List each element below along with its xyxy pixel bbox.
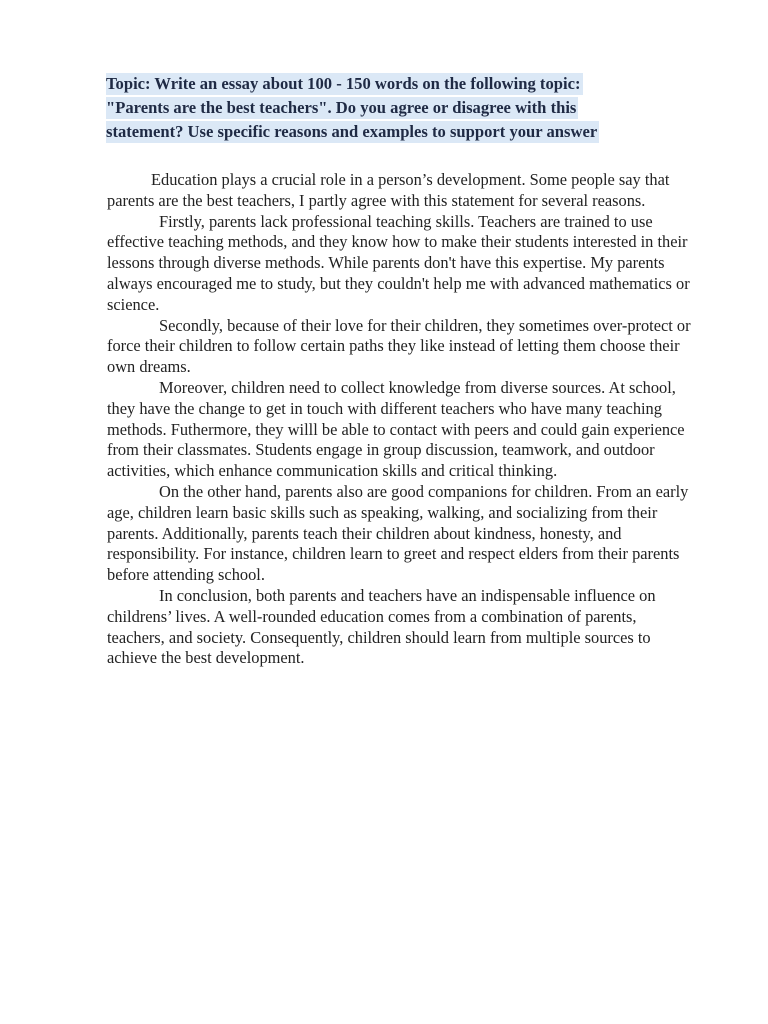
paragraph-firstly: Firstly, parents lack professional teaching skills. Teachers are trained to use effective teaching methods, and they know how to make their students interested in their lessons through diverse methods. While parents don't have this expertise. My parents always encouraged me to study, but they couldn't help me with advanced mathematics or science. [107,211,690,314]
topic-line-1: Topic: Write an essay about 100 - 150 words on the following topic: [106,74,581,93]
paragraph-conclusion: In conclusion, both parents and teachers have an indispensable influence on childrens’ lives. A well-rounded education comes from a combination of parents, teachers, and society. Consequently, children should learn from multiple sources to achieve the best development. [107,585,656,668]
paragraph-moreover: Moreover, children need to collect knowledge from diverse sources. At school, they have the change to get in touch with different teachers who have many teaching methods. Futhermore, they willl be able to contact with peers and could gain experience from their classmates. Students engage in group discussion, teamwork, and outdoor activities, which enhance communication skills and critical thinking. [107,377,685,481]
paragraph-secondly: Secondly, because of their love for their children, they sometimes over-protect or force their children to follow certain paths they like instead of letting them choose their own dreams. [107,315,691,377]
paragraph-introduction: Education plays a crucial role in a person’s development. Some people say that parents are the best teachers, I partly agree with this statement for several reasons. [107,170,670,210]
paragraph-other-hand: On the other hand, parents also are good companions for children. From an early age, children learn basic skills such as speaking, walking, and socializing from their parents. Additionally, parents teach their children about kindness, honesty, and responsibility. For instance, children learn to greet and respect elders from their parents before attending school. [107,481,689,585]
essay-topic [106,72,666,144]
topic-line-2: "Parents are the best teachers". Do you agree or disagree with this [106,98,577,117]
topic-line-3: statement? Use specific reasons and examples to support your answer [106,122,598,141]
topic-highlight [106,73,599,143]
essay-body [107,170,697,669]
